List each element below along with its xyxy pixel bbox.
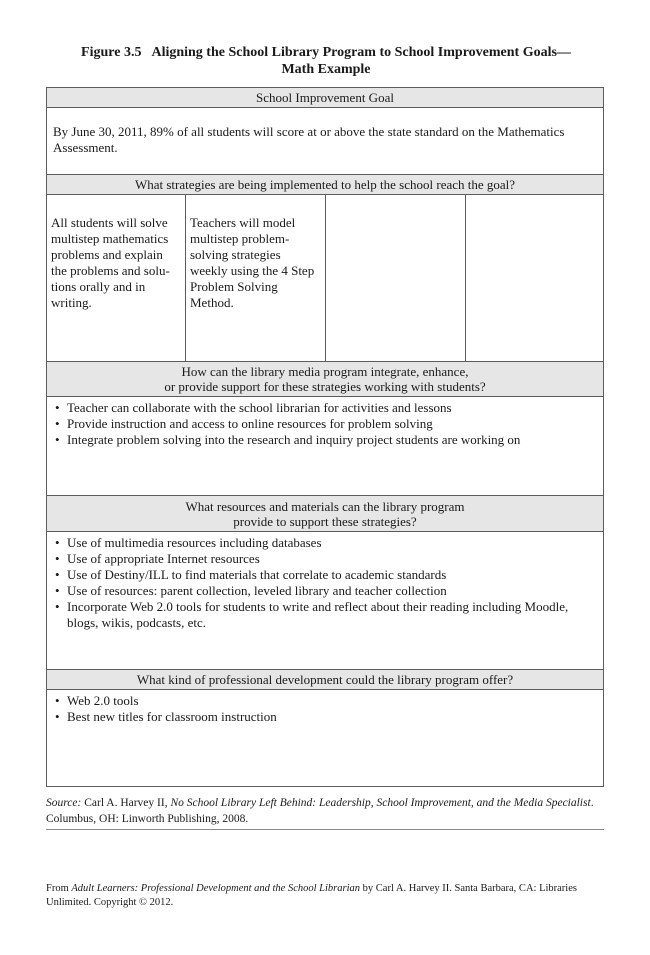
integration-header <box>47 361 603 397</box>
resources-header-line1: What resources and materials can the library program <box>185 498 465 514</box>
development-header-text: What kind of professional development could the library program offer? <box>136 672 514 687</box>
alignment-table <box>46 87 604 787</box>
list-item: • Use of multimedia resources including databases <box>53 535 597 551</box>
divider <box>46 829 604 830</box>
goal-text: By June 30, 2011, 89% of all students will score at or above the state standard on the Mathematics Assessment. <box>53 124 565 155</box>
resources-list <box>47 535 603 631</box>
list-item: • Best new titles for classroom instruction <box>53 709 597 725</box>
development-section <box>47 690 603 786</box>
footer-from: From <box>46 883 69 894</box>
integration-list <box>47 400 603 448</box>
development-list <box>47 693 603 725</box>
source-citation <box>46 795 606 827</box>
integration-header-line2: or provide support for these strategies working with students? <box>164 379 486 394</box>
figure-title <box>46 44 606 78</box>
figure-title-text: Aligning the School Library Program to School Improvement Goals— <box>151 45 571 60</box>
list-item: • Web 2.0 tools <box>53 693 597 709</box>
strategies-header-text: What strategies are being implemented to help the school reach the goal? <box>134 177 516 192</box>
strategy-cell <box>326 195 466 361</box>
resources-section <box>47 532 603 669</box>
goal-section <box>47 108 603 174</box>
strategy-cell <box>466 195 603 361</box>
list-item: • Provide instruction and access to online resources for problem solving <box>53 416 597 432</box>
list-item: • Integrate problem solving into the research and inquiry project students are working on <box>53 432 597 448</box>
source-title: No School Library Left Behind: Leadership, School Improvement, and the Media Specialist <box>170 797 591 809</box>
list-item: • Incorporate Web 2.0 tools for students to write and reflect about their reading including Moodle, blogs, wikis, podcasts, etc. <box>53 599 597 631</box>
strategies-header <box>47 174 603 195</box>
figure-number: Figure 3.5 <box>81 45 142 60</box>
footer-credit <box>46 882 606 910</box>
integration-section <box>47 397 603 495</box>
goal-header <box>47 88 603 108</box>
strategies-section <box>47 195 603 361</box>
list-item: • Use of Destiny/ILL to find materials that correlate to academic standards <box>53 567 597 583</box>
goal-header-text: School Improvement Goal <box>256 90 394 105</box>
strategy-cell: Teachers will model multistep problem-solving strategies weekly using the 4 Step Problem Solving Method. <box>186 195 326 361</box>
resources-header-line2: provide to support these strategies? <box>233 513 417 529</box>
list-item: • Teacher can collaborate with the school librarian for activities and lessons <box>53 400 597 416</box>
list-item: • Use of appropriate Internet resources <box>53 551 597 567</box>
development-header <box>47 669 603 690</box>
source-publisher: . Columbus, OH: Linworth Publishing, 2008. <box>46 797 594 825</box>
source-author: Carl A. Harvey II, <box>84 797 168 809</box>
list-item: • Use of resources: parent collection, leveled library and teacher collection <box>53 583 597 599</box>
figure-subtitle: Math Example <box>281 62 371 77</box>
resources-header <box>47 495 603 532</box>
strategy-cell: All students will solve multistep mathematics problems and explain the problems and solutions orally and in writing. <box>47 195 186 361</box>
integration-header-line1: How can the library media program integrate, enhance, <box>181 364 469 379</box>
source-label: Source: <box>46 797 82 809</box>
footer-book-title: Adult Learners: Professional Development and the School Librarian <box>71 883 361 894</box>
footer-rest: by Carl A. Harvey II. Santa Barbara, CA: Libraries Unlimited. Copyright © 2012. <box>46 883 577 908</box>
